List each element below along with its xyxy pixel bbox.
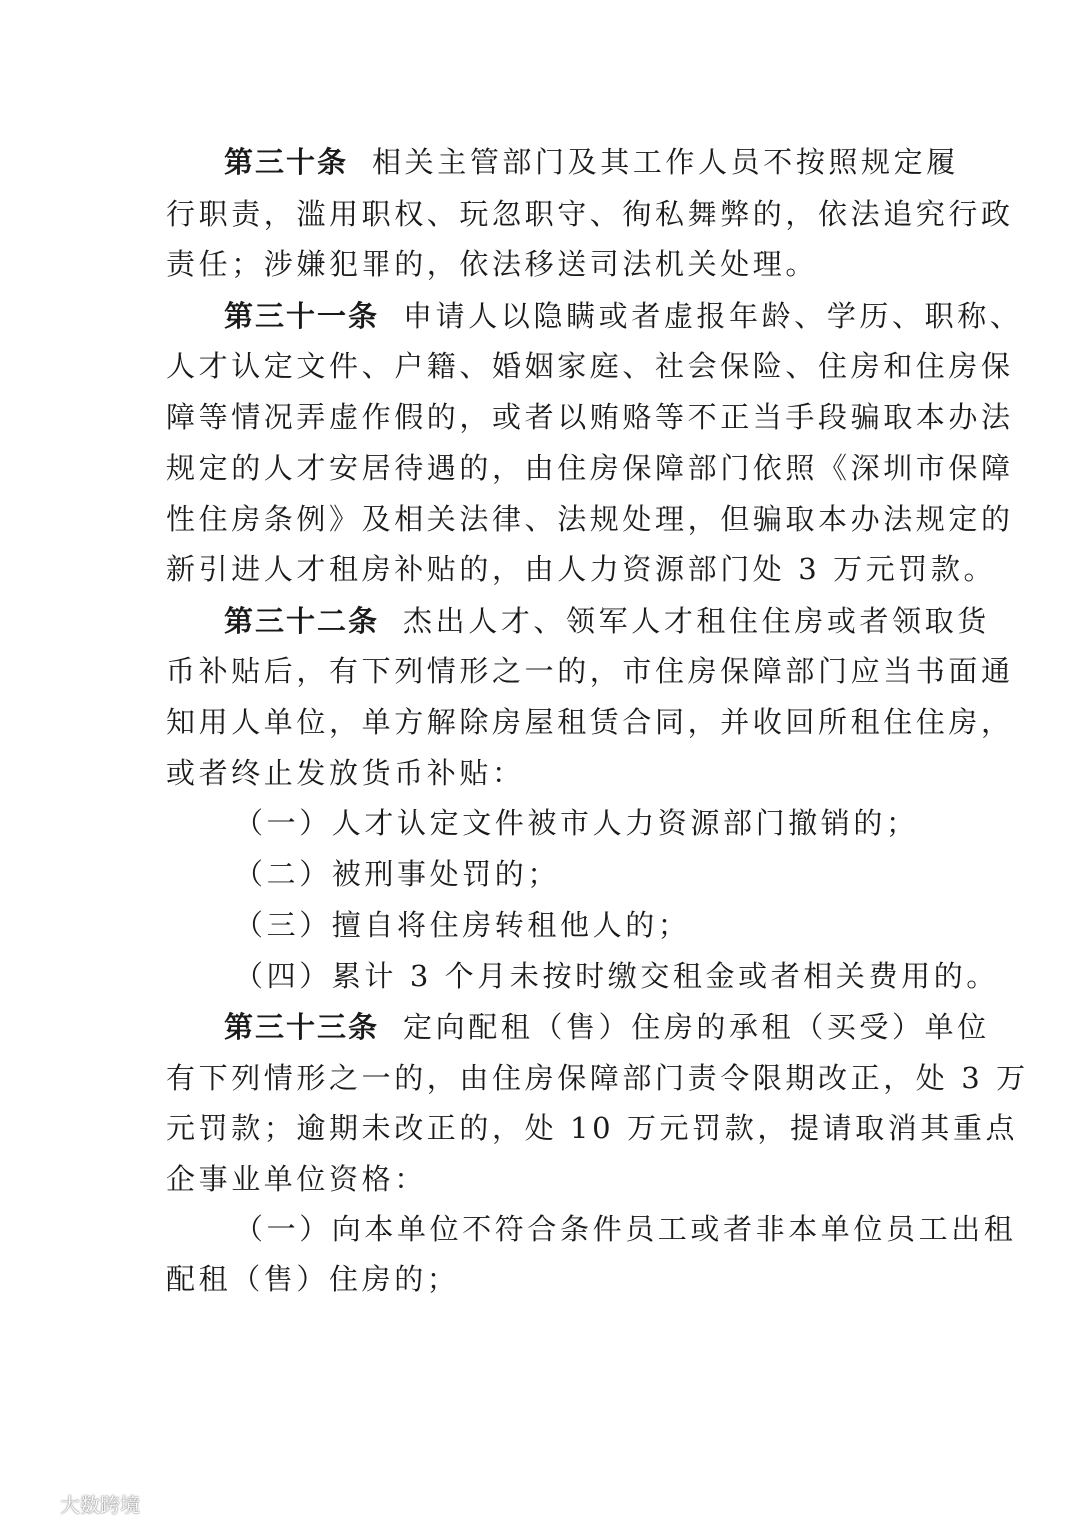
article-33-line-3: 元罚款；逾期未改正的，处 10 万元罚款，提请取消其重点 — [166, 1111, 1019, 1145]
article-32-line-1: 第三十二条 杰出人才、领军人才租住住房或者领取货 — [224, 604, 990, 638]
article-33-item-1: （一）向本单位不符合条件员工或者非本单位员工出租 — [234, 1212, 1017, 1246]
article-32-item-4: （四）累计 3 个月未按时缴交租金或者相关费用的。 — [234, 959, 999, 993]
article-33-number: 第三十三条 — [224, 1010, 380, 1044]
article-32-item-2: （二）被刑事处罚的； — [234, 857, 561, 891]
article-33-line-1: 第三十三条 定向配租（售）住房的承租（买受）单位 — [224, 1010, 990, 1044]
article-31-number: 第三十一条 — [224, 299, 380, 333]
article-32-line-2: 币补贴后，有下列情形之一的，市住房保障部门应当书面通 — [166, 654, 1014, 688]
article-31-line-3: 障等情况弄虚作假的，或者以贿赂等不正当手段骗取本办法 — [166, 400, 1014, 434]
watermark — [8, 1488, 140, 1518]
weibo-logo-icon — [8, 1490, 54, 1516]
article-30-number: 第三十条 — [224, 145, 349, 179]
article-31-line-5: 性住房条例》及相关法律、法规处理，但骗取本办法规定的 — [166, 502, 1014, 536]
article-30-line-1: 第三十条 相关主管部门及其工作人员不按照规定履 — [224, 145, 959, 179]
article-32-line-4: 或者终止发放货币补贴： — [166, 756, 525, 790]
article-33-line-2: 有下列情形之一的，由住房保障部门责令限期改正，处 3 万 — [166, 1061, 1029, 1095]
article-32-line-3: 知用人单位，单方解除房屋租赁合同，并收回所租住住房， — [166, 705, 1014, 739]
article-31-line-2: 人才认定文件、户籍、婚姻家庭、社会保险、住房和住房保 — [166, 349, 1014, 383]
article-31-line-6: 新引进人才租房补贴的，由人力资源部门处 3 万元罚款。 — [166, 552, 997, 586]
article-30-line-3: 责任；涉嫌犯罪的，依法移送司法机关处理。 — [166, 247, 819, 281]
article-32-item-3: （三）擅自将住房转租他人的； — [234, 908, 691, 942]
article-31-line-4: 规定的人才安居待遇的，由住房保障部门依照《深圳市保障 — [166, 451, 1014, 485]
article-33-item-1-continuation: 配租（售）住房的； — [166, 1262, 460, 1296]
article-33-line-4: 企事业单位资格： — [166, 1162, 427, 1196]
article-32-number: 第三十二条 — [224, 604, 380, 638]
article-30-line-2: 行职责，滥用职权、玩忽职守、徇私舞弊的，依法追究行政 — [166, 197, 1014, 231]
watermark-text: 大数跨境 — [60, 1492, 140, 1517]
article-32-item-1: （一）人才认定文件被市人力资源部门撤销的； — [234, 806, 919, 840]
article-31-line-1: 第三十一条 申请人以隐瞒或者虚报年龄、学历、职称、 — [224, 299, 1023, 333]
